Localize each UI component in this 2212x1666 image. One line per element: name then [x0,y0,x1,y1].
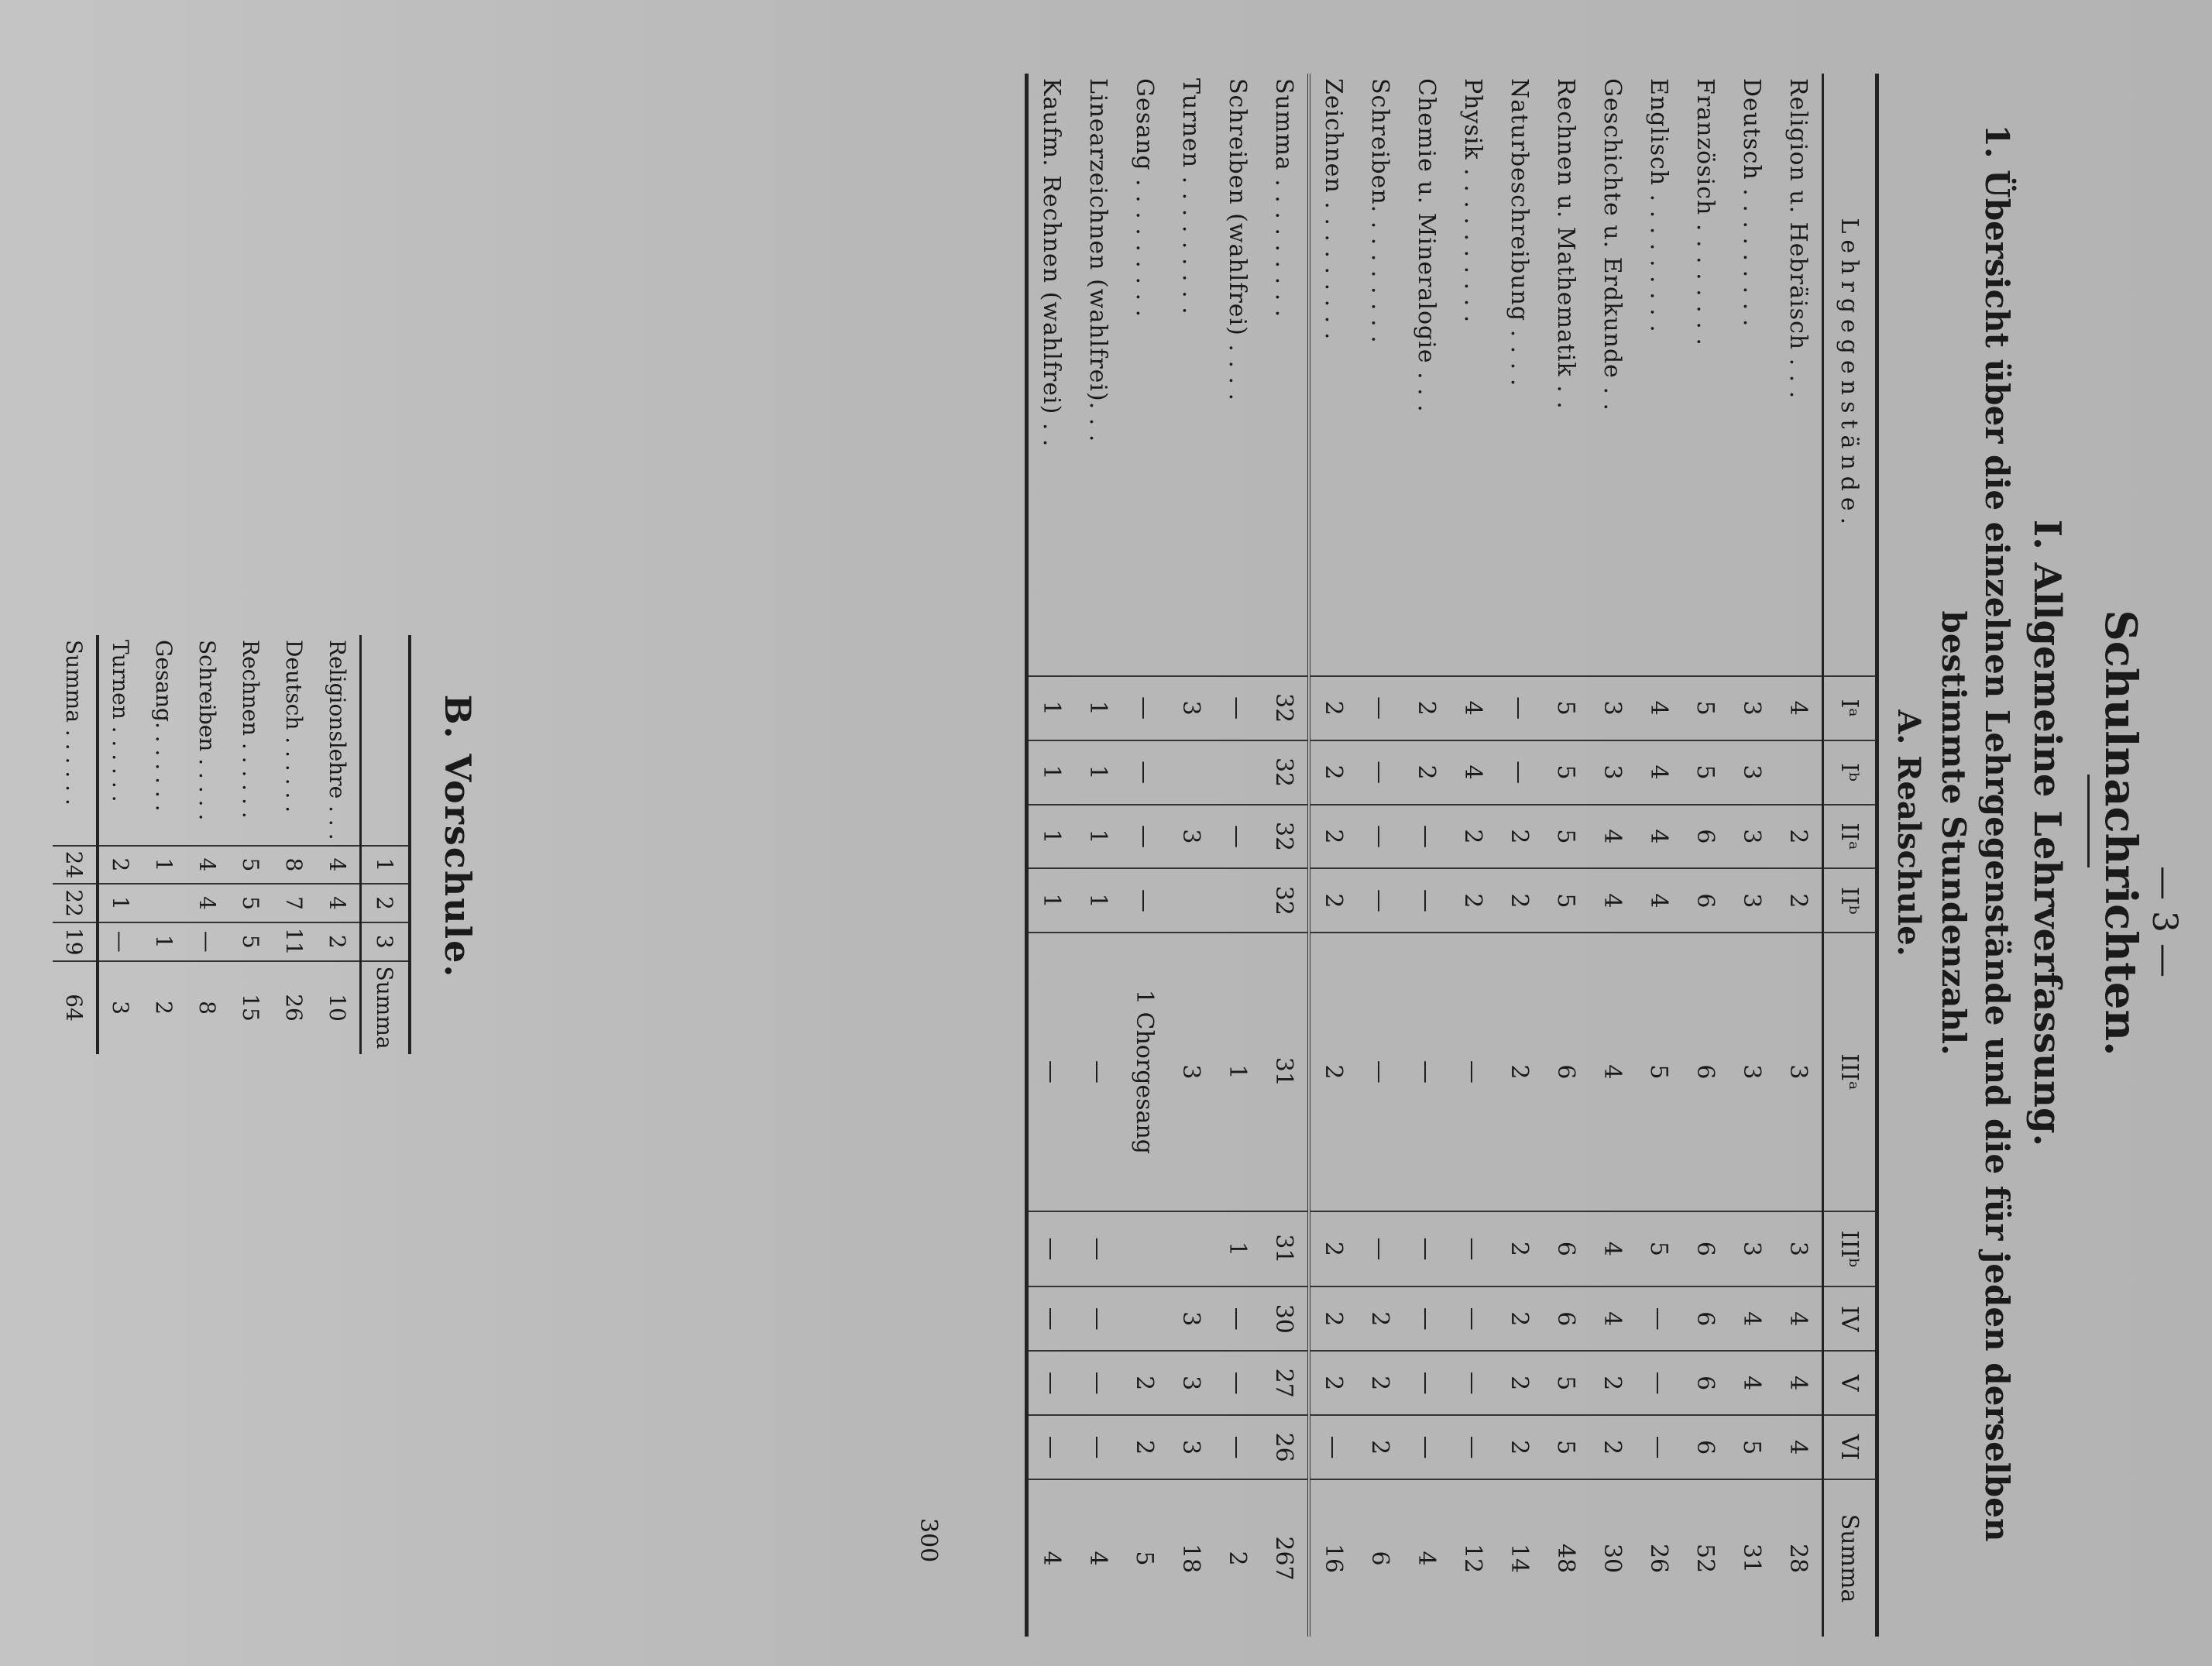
table-cell: 15 [229,961,273,1054]
table-cell: 4 [1775,1415,1823,1479]
table-cell: 2 [1309,805,1357,869]
table-cell: 3 [1729,1211,1775,1287]
table-row [1403,74,1450,1637]
subtitle-line-1: 1. Übersicht über die einzelnen Lehrgegenstände und die für jeden derselben [1978,124,2016,1542]
table-row [53,635,98,1054]
column-header: Lehrgegenstände. [1823,74,1877,676]
table-cell: 8 [273,846,316,885]
row-label: Geschichte u. Erdkunde . . [1599,78,1626,412]
table-cell: — [1027,1211,1076,1287]
table-cell: 24 [53,846,98,885]
table-cell: 4 [1729,1351,1775,1415]
table-cell: 2 [1496,1415,1543,1479]
table-cell: — [1214,805,1261,869]
table-cell: 2 [1309,1286,1357,1351]
table-cell: 4 [186,846,229,885]
table-cell: — [1357,933,1403,1211]
table-cell: 5 [1121,1479,1168,1637]
row-label: Summa . . . . . . . . . [1261,74,1309,676]
table-cell: — [1450,1211,1496,1287]
table-cell: — [1450,933,1496,1211]
table-cell [1168,1211,1214,1287]
table-cell: 5 [229,846,273,885]
table-cell: — [1075,1351,1121,1415]
table-cell: 2 [1496,933,1543,1211]
table-cell: 2 [1309,740,1357,805]
table-cell: 3 [1729,676,1775,740]
grand-total: 300 [915,1518,942,1563]
table-cell: 6 [1543,933,1589,1211]
page-number: — 3 — [2145,866,2184,977]
table-cell: — [1121,868,1168,933]
table-cell: 4 [1636,740,1682,805]
table-cell: 2 [1309,868,1357,933]
table-cell: 1 Chorgesang [1121,933,1168,1211]
table-cell: 1 [1027,868,1076,933]
row-label: Gesang. . . . . . . [151,640,177,812]
table-cell: 2 [1589,1351,1636,1415]
row-label: Schreiben . . . . . [194,640,221,821]
row-label: Deutsch . . . . . . . . . [1738,78,1766,328]
table-cell: 1 [1075,868,1121,933]
column-header: VI [1823,1415,1877,1479]
table-cell: 32 [1261,805,1309,869]
column-header: Iᵃ [1823,676,1877,740]
table-row [1261,74,1309,1637]
table-row [1450,74,1496,1637]
part-a-heading: A. Realschule. [1891,709,1927,957]
table-cell: 2 [1775,868,1823,933]
table-cell: 14 [1496,1479,1543,1637]
table-row [143,635,186,1054]
table-cell: — [1075,1415,1121,1479]
table-cell: — [1121,740,1168,805]
table-cell: 1 [98,884,143,922]
table-cell: 11 [273,922,316,961]
table-cell: — [1075,933,1121,1211]
row-label: Französich . . . . . . . . [1692,78,1719,346]
table-cell: 48 [1543,1479,1589,1637]
row-label: Gesang . . . . . . . . . [1131,78,1159,318]
column-header: IIIᵇ [1823,1211,1877,1287]
table-cell: 28 [1775,1479,1823,1637]
table-cell: 6 [1543,1211,1589,1287]
table-cell: 3 [1589,676,1636,740]
row-label: Zeichnen . . . . . . . . . [1309,74,1357,676]
table-cell: 4 [1589,933,1636,1211]
table-cell: 3 [1168,676,1214,740]
row-label: Englisch . . . . . . . . . [1645,78,1673,333]
table-cell: 1 [1075,676,1121,740]
table-cell: 4 [186,884,229,922]
table-cell: 5 [1543,1351,1589,1415]
table-row [1543,74,1589,1637]
table-cell [1121,1286,1168,1351]
table-cell: 2 [1357,1351,1403,1415]
table-cell: 6 [1682,1211,1729,1287]
table-cell: 4 [1589,868,1636,933]
table-cell: 2 [1450,805,1496,869]
table-cell: — [1027,1286,1076,1351]
table-cell: 4 [1636,676,1682,740]
table-cell: 5 [229,922,273,961]
table-row [186,635,229,1054]
table-cell: — [1357,1211,1403,1287]
table-cell: — [98,922,143,961]
table-cell: 5 [1636,933,1682,1211]
table-cell: 26 [273,961,316,1054]
table-cell: 6 [1682,805,1729,869]
table-cell: 3 [1168,933,1214,1211]
table-cell [1214,740,1261,805]
table-row [1309,74,1357,1637]
table-cell: — [1450,1415,1496,1479]
vorschule-table [53,635,411,1054]
table-cell: — [1214,1351,1261,1415]
table-cell: 3 [1729,740,1775,805]
table-cell: — [1357,676,1403,740]
row-label: Linearzeichnen (wahlfrei). . . [1084,78,1112,443]
table-cell: 2 [1589,1415,1636,1479]
table-cell: — [1636,1286,1682,1351]
table-cell: 2 [1450,868,1496,933]
table-cell: 6 [1682,1351,1729,1415]
table-cell: 2 [1357,1286,1403,1351]
row-label: Kaufm. Rechnen (wahlfrei) . . [1027,74,1076,676]
table-cell: — [1403,933,1450,1211]
table-cell: 2 [1357,1415,1403,1479]
table-cell: 5 [1543,676,1589,740]
page-title: Schulnachrichten. [2095,610,2146,1056]
table-cell: 1 [143,922,186,961]
table-cell: 12 [1450,1479,1496,1637]
subtitle [1932,0,2018,1666]
table-cell: 4 [1729,1286,1775,1351]
table-cell: 30 [1261,1286,1309,1351]
table-row [1589,74,1636,1637]
table-cell: 2 [1309,676,1357,740]
column-header: 2 [361,884,410,922]
table-cell [1214,868,1261,933]
table-row [98,635,143,1054]
table-row [229,635,273,1054]
table-cell: — [1214,1415,1261,1479]
row-label: Turnen . . . . . . [98,635,143,846]
part-b-heading: B. Vorschule. [437,694,479,979]
table-cell: 31 [1729,1479,1775,1637]
table-cell: 5 [229,884,273,922]
row-label: Naturbeschreibung . . . . [1506,78,1534,387]
table-cell: 6 [1682,1415,1729,1479]
table-cell: 10 [316,961,361,1054]
table-cell: 2 [1496,1211,1543,1287]
table-cell: 1 [1075,805,1121,869]
table-cell: 22 [53,884,98,922]
table-header-row [1823,74,1877,1637]
table-cell [1168,740,1214,805]
row-label: Summa . . . . . . [61,640,88,806]
table-cell: 16 [1309,1479,1357,1637]
table-cell: 267 [1261,1479,1309,1637]
table-cell: 6 [1682,1286,1729,1351]
table-cell: 5 [1636,1211,1682,1287]
table-cell: 2 [1214,1479,1261,1637]
table-cell: 27 [1261,1351,1309,1415]
table-cell: — [1403,1351,1450,1415]
table-row [1075,74,1121,1637]
table-cell: 4 [1450,740,1496,805]
row-label: Religion u. Hebräisch . . . [1784,78,1812,400]
table-cell: 3 [1168,805,1214,869]
table-cell: — [1403,1286,1450,1351]
column-header [361,635,410,846]
table-cell: 31 [1261,1211,1309,1287]
table-cell: 3 [1168,1286,1214,1351]
table-cell: 2 [1496,1351,1543,1415]
table-cell: 3 [1775,1211,1823,1287]
table-cell [1168,868,1214,933]
table-cell: — [1450,1351,1496,1415]
table-cell: 4 [1027,1479,1076,1637]
table-cell: 19 [53,922,98,961]
table-cell: 18 [1168,1479,1214,1637]
table-cell: 5 [1729,1415,1775,1479]
table-cell: — [1027,933,1076,1211]
table-row [1775,74,1823,1637]
table-cell: — [1357,740,1403,805]
table-cell: 4 [1403,1479,1450,1637]
table-row [1682,74,1729,1637]
table-cell [1775,740,1823,805]
table-row [1636,74,1682,1637]
column-header: V [1823,1351,1877,1415]
column-header: 3 [361,922,410,961]
column-header: Iᵇ [1823,740,1877,805]
table-cell: — [1403,1415,1450,1479]
table-cell: — [1309,1415,1357,1479]
table-cell: — [1214,1286,1261,1351]
table-cell: 1 [1027,740,1076,805]
table-cell: 4 [1450,676,1496,740]
table-row [1729,74,1775,1637]
table-cell: — [1636,1351,1682,1415]
table-cell: 1 [1027,805,1076,869]
table-cell: 4 [1636,868,1682,933]
table-cell: 31 [1261,933,1309,1211]
realschule-table-body [1027,74,1823,1637]
table-cell: — [1496,740,1543,805]
table-cell: 5 [1543,805,1589,869]
table-cell: 2 [1403,740,1450,805]
table-cell: 2 [1309,933,1357,1211]
table-header-row [361,635,410,1054]
table-cell: 2 [1121,1415,1168,1479]
table-row [1121,74,1168,1637]
table-cell: 5 [1682,676,1729,740]
table-cell: 2 [1309,1211,1357,1287]
table-cell: 4 [316,884,361,922]
table-cell: — [1357,868,1403,933]
table-cell: 2 [98,846,143,885]
table-cell: 2 [143,961,186,1054]
table-cell: — [1214,676,1261,740]
table-cell [1121,1211,1168,1287]
table-cell: 2 [1309,1351,1357,1415]
table-cell: 5 [1543,1415,1589,1479]
table-cell: 3 [98,961,143,1054]
vorschule-table-body [53,635,361,1054]
subtitle-line-2: bestimmte Stundenzahl. [1935,610,1973,1056]
table-cell: 64 [53,961,98,1054]
table-cell: — [1450,1286,1496,1351]
table-row [1168,74,1214,1637]
row-label: Physik . . . . . . . . . . [1459,78,1487,324]
table-cell: 4 [1775,1286,1823,1351]
table-cell: 6 [1543,1286,1589,1351]
table-row [1357,74,1403,1637]
table-cell: 1 [1214,933,1261,1211]
column-header: IIᵃ [1823,805,1877,869]
table-row [1214,74,1261,1637]
row-label: Rechnen u. Mathematik . . [1552,78,1580,410]
column-header: IV [1823,1286,1877,1351]
table-cell: 4 [316,846,361,885]
table-cell: 32 [1261,868,1309,933]
realschule-table [1025,74,1879,1637]
table-cell: 3 [1589,740,1636,805]
table-cell: — [1075,1286,1121,1351]
table-cell: 32 [1261,676,1309,740]
table-cell: 3 [1729,805,1775,869]
section-heading: I. Allgemeine Lehrverfassung. [2025,519,2069,1147]
table-cell: 1 [1027,676,1076,740]
table-cell: — [1027,1351,1076,1415]
row-label: Deutsch . . . . . . [281,640,307,813]
column-header: Summa [1823,1479,1877,1637]
row-label: Schreiben (wahlfrei) . . . . [1224,78,1252,402]
row-label: Chemie u. Mineralogie . . . [1413,78,1441,413]
title-rule [2087,775,2090,867]
table-cell: 3 [1729,933,1775,1211]
table-cell: 3 [1775,933,1823,1211]
table-cell: 4 [1589,805,1636,869]
table-cell: 4 [1636,805,1682,869]
table-cell: — [1636,1415,1682,1479]
row-label: Turnen . . . . . . . . . [1177,78,1205,315]
table-cell: 5 [1543,740,1589,805]
table-cell: 5 [1543,868,1589,933]
table-cell: 26 [1261,1415,1309,1479]
table-cell: 6 [1682,933,1729,1211]
table-cell: — [1403,868,1450,933]
table-row [273,635,316,1054]
table-cell: — [1403,805,1450,869]
table-cell: 4 [1075,1479,1121,1637]
table-cell [143,884,186,922]
table-cell: 8 [186,961,229,1054]
column-header: IIIᵃ [1823,933,1877,1211]
table-cell: 2 [1775,805,1823,869]
table-cell: 52 [1682,1479,1729,1637]
table-cell: 2 [316,922,361,961]
table-cell: 2 [1496,805,1543,869]
table-cell: 2 [1403,676,1450,740]
table-cell: 26 [1636,1479,1682,1637]
table-cell: 30 [1589,1479,1636,1637]
table-cell: — [1075,1211,1121,1287]
row-label: Schreiben. . . . . . . . . [1366,78,1394,344]
table-row [316,635,361,1054]
table-cell: 2 [1496,1286,1543,1351]
table-cell: 3 [1168,1351,1214,1415]
table-cell: 4 [1775,1351,1823,1415]
table-cell: 32 [1261,740,1309,805]
column-header: 1 [361,846,410,885]
table-cell: 2 [1121,1351,1168,1415]
table-row [1027,74,1076,1637]
table-cell: 1 [1214,1211,1261,1287]
row-label: Rechnen . . . . . . [238,640,264,819]
table-cell: 2 [1496,868,1543,933]
column-header: IIᵇ [1823,868,1877,933]
table-row [1496,74,1543,1637]
table-cell: 6 [1682,868,1729,933]
table-cell: — [1357,805,1403,869]
table-cell: 3 [1729,868,1775,933]
table-cell: 3 [1168,1415,1214,1479]
table-cell: — [1027,1415,1076,1479]
table-cell: 4 [1775,676,1823,740]
table-cell: 4 [1589,1286,1636,1351]
table-cell: 4 [1589,1211,1636,1287]
table-cell: 1 [1075,740,1121,805]
table-cell: 1 [143,846,186,885]
table-cell: — [1121,805,1168,869]
table-cell: 6 [1357,1479,1403,1637]
table-cell: — [186,922,229,961]
table-cell: 5 [1682,740,1729,805]
column-header: Summa [361,961,410,1054]
table-cell: 7 [273,884,316,922]
row-label: Religionslehre . . . [325,640,351,840]
table-cell: — [1121,676,1168,740]
table-cell: — [1496,676,1543,740]
table-cell: — [1403,1211,1450,1287]
